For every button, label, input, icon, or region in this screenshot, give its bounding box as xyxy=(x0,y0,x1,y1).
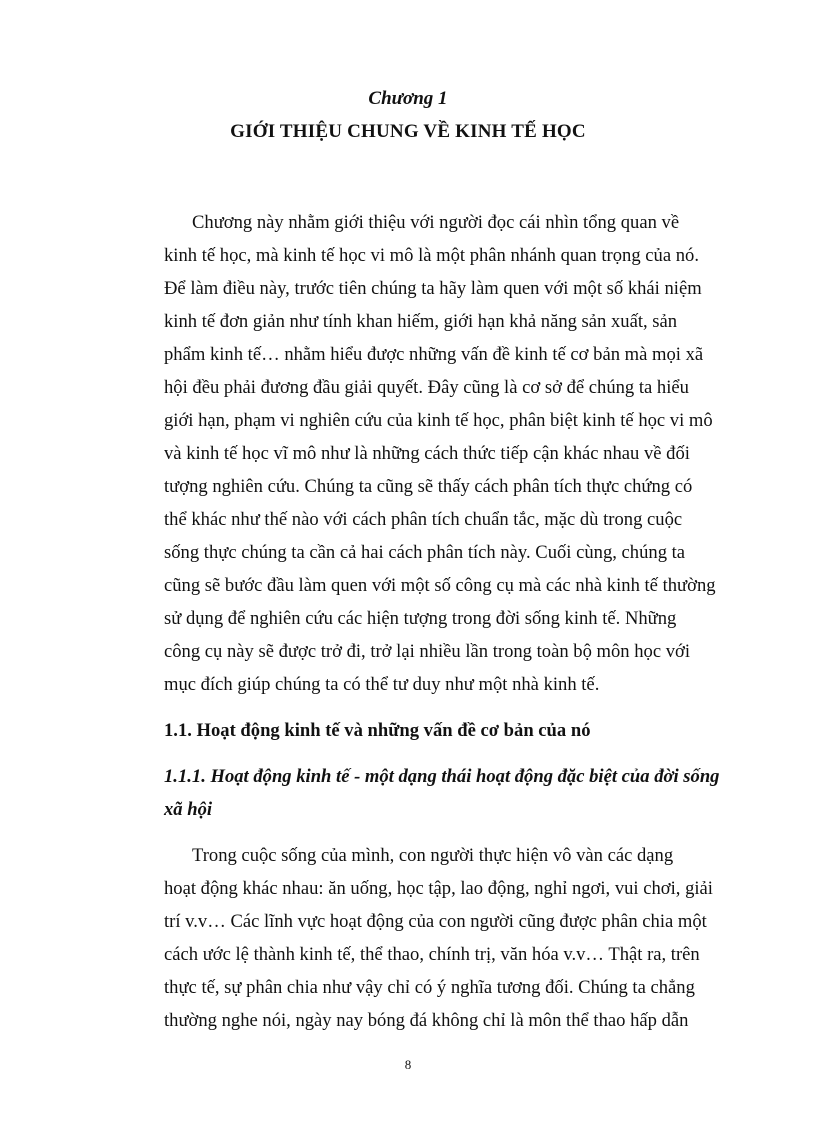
body-line: Trong cuộc sống của mình, con người thực hiện vô vàn các dạng xyxy=(192,845,674,866)
subsection-heading-line: xã hội xyxy=(164,799,213,820)
intro-line: sống thực chúng ta cần cả hai cách phân tích này. Cuối cùng, chúng ta xyxy=(164,542,686,563)
body-line: cách ước lệ thành kinh tế, thể thao, chính trị, văn hóa v.v… Thật ra, trên xyxy=(164,944,700,965)
intro-line: Để làm điều này, trước tiên chúng ta hãy làm quen với một số khái niệm xyxy=(164,278,702,299)
page-number: 8 xyxy=(404,1057,412,1072)
body-line: hoạt động khác nhau: ăn uống, học tập, lao động, nghỉ ngơi, vui chơi, giải xyxy=(164,878,713,899)
intro-line: kinh tế học, mà kinh tế học vi mô là một phân nhánh quan trọng của nó. xyxy=(164,245,699,266)
body-line: thường nghe nói, ngày nay bóng đá không chỉ là môn thể thao hấp dẫn xyxy=(164,1010,689,1031)
intro-line: kinh tế đơn giản như tính khan hiếm, giới hạn khả năng sản xuất, sản xyxy=(164,311,678,332)
body-line: trí v.v… Các lĩnh vực hoạt động của con người cũng được phân chia một xyxy=(164,911,707,932)
intro-line: hội đều phải đương đầu giải quyết. Đây cũng là cơ sở để chúng ta hiểu xyxy=(164,377,689,398)
intro-line: thể khác như thế nào với cách phân tích chuẩn tắc, mặc dù trong cuộc xyxy=(164,509,683,530)
intro-line: công cụ này sẽ được trở đi, trở lại nhiều lần trong toàn bộ môn học với xyxy=(164,641,691,662)
intro-line: và kinh tế học vĩ mô như là những cách thức tiếp cận khác nhau về đối xyxy=(164,443,690,464)
intro-line: sử dụng để nghiên cứu các hiện tượng trong đời sống kinh tế. Những xyxy=(164,608,677,629)
intro-line: mục đích giúp chúng ta có thể tư duy như một nhà kinh tế. xyxy=(164,674,600,695)
body-line: thực tế, sự phân chia như vậy chỉ có ý nghĩa tương đối. Chúng ta chẳng xyxy=(164,977,695,998)
chapter-label: Chương 1 xyxy=(368,88,448,109)
intro-line: giới hạn, phạm vi nghiên cứu của kinh tế học, phân biệt kinh tế học vi mô xyxy=(164,410,713,431)
intro-line: phẩm kinh tế… nhằm hiểu được những vấn đề kinh tế cơ bản mà mọi xã xyxy=(164,344,704,365)
section-heading: 1.1. Hoạt động kinh tế và những vấn đề cơ bản của nó xyxy=(164,720,591,741)
intro-line: Chương này nhằm giới thiệu với người đọc cái nhìn tổng quan về xyxy=(192,212,680,233)
subsection-heading-line: 1.1.1. Hoạt động kinh tế - một dạng thái hoạt động đặc biệt của đời sống xyxy=(164,766,720,787)
intro-line: tượng nghiên cứu. Chúng ta cũng sẽ thấy cách phân tích thực chứng có xyxy=(164,476,693,497)
intro-line: cũng sẽ bước đầu làm quen với một số công cụ mà các nhà kinh tế thường xyxy=(164,575,716,596)
chapter-title: GIỚI THIỆU CHUNG VỀ KINH TẾ HỌC xyxy=(230,121,586,142)
